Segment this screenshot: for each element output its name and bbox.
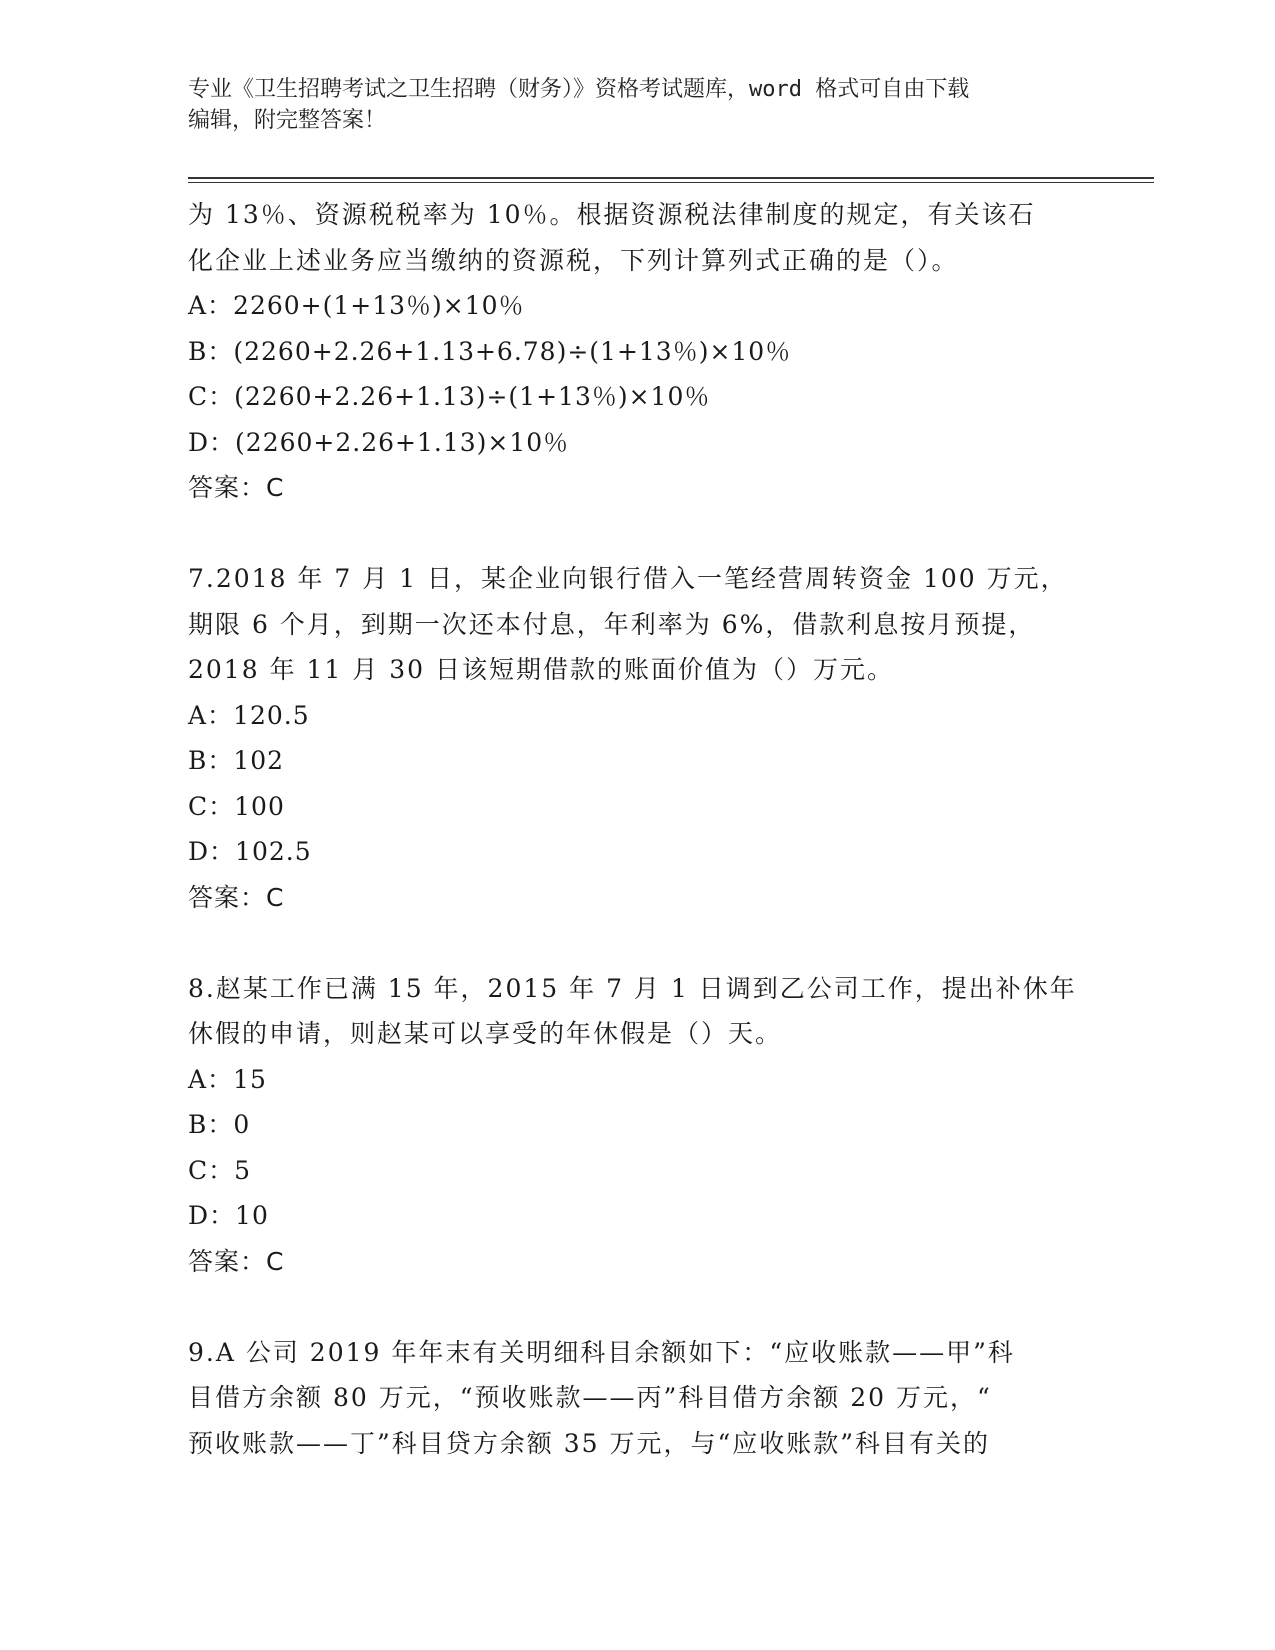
question-6 <box>188 192 1088 511</box>
option-d: D：102.5 <box>188 837 312 866</box>
option-c: C：(2260+2.26+1.13)÷(1+13％)×10％ <box>188 382 711 411</box>
page-header <box>188 74 1088 136</box>
spacer <box>188 511 1088 557</box>
question-text-line: 目借方余额 80 万元，“预收账款——丙”科目借方余额 20 万元，“ <box>188 1383 992 1412</box>
spacer <box>188 1284 1088 1330</box>
question-text-line: 2018 年 11 月 30 日该短期借款的账面价值为（）万元。 <box>188 655 894 684</box>
question-text-line: 为 13％、资源税税率为 10％。根据资源税法律制度的规定，有关该石 <box>188 200 1036 229</box>
header-rule-thick <box>188 177 1154 179</box>
question-text-line: 期限 6 个月，到期一次还本付息，年利率为 6%，借款利息按月预提， <box>188 609 1036 639</box>
spacer <box>188 920 1088 966</box>
option-a: A：120.5 <box>188 700 310 730</box>
option-b: B：0 <box>188 1110 251 1139</box>
question-text-line: 7.2018 年 7 月 1 日，某企业向银行借入一笔经营周转资金 100 万元， <box>188 564 1068 593</box>
option-b: B：(2260+2.26+1.13+6.78)÷(1+13％)×10％ <box>188 336 792 366</box>
header-line-2: 编辑，附完整答案！ <box>188 108 387 133</box>
answer: 答案：C <box>188 882 285 912</box>
question-7 <box>188 556 1088 920</box>
question-text-line: 8.赵某工作已满 15 年，2015 年 7 月 1 日调到乙公司工作，提出补休年 <box>188 973 1077 1003</box>
answer: 答案：C <box>188 473 285 502</box>
option-a: A：15 <box>188 1064 267 1094</box>
question-text-line: 9.A 公司 2019 年年末有关明细科目余额如下：“应收账款——甲”科 <box>188 1337 1015 1367</box>
header-rule-thin <box>188 182 1154 183</box>
question-content <box>188 192 1088 1466</box>
question-text-line: 休假的申请，则赵某可以享受的年休假是（）天。 <box>188 1019 783 1048</box>
option-c: C：5 <box>188 1155 252 1185</box>
question-text-line: 化企业上述业务应当缴纳的资源税，下列计算列式正确的是（）。 <box>188 245 959 275</box>
answer: 答案：C <box>188 1246 285 1276</box>
option-c: C：100 <box>188 791 285 821</box>
question-text-line: 预收账款——丁”科目贷方余额 35 万元，与“应收账款”科目有关的 <box>188 1428 991 1458</box>
option-d: D：10 <box>188 1201 269 1230</box>
question-9 <box>188 1330 1088 1467</box>
option-d: D：(2260+2.26+1.13)×10％ <box>188 427 570 457</box>
option-a: A：2260+(1+13％)×10％ <box>188 291 525 320</box>
header-line-1: 专业《卫生招聘考试之卫生招聘（财务）》资格考试题库，word 格式可自由下载 <box>188 77 970 102</box>
option-b: B：102 <box>188 746 285 775</box>
question-8 <box>188 966 1088 1285</box>
